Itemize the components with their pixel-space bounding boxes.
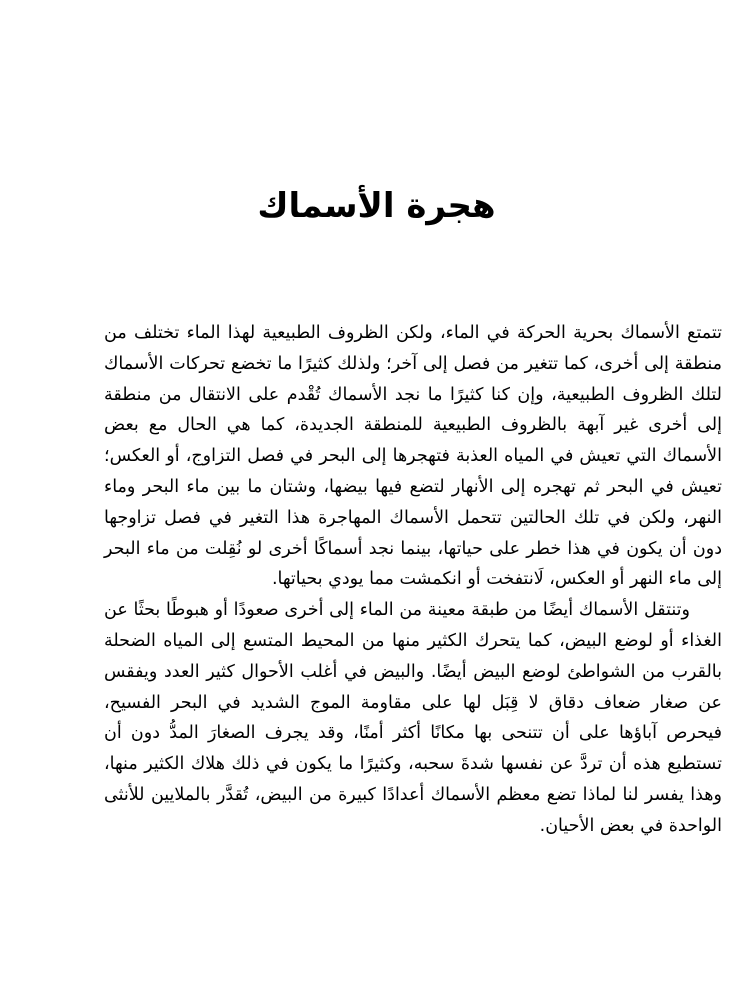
page-title: هجرة الأسماك <box>257 186 496 226</box>
paragraph-2: وتنتقل الأسماك أيضًا من طبقة معينة من الماء إلى أخرى صعودًا أو هبوطًا بحثًا عن الغذاء أو لوضع البيض، كما يتحرك الكثير منها من المحيط المتسع إلى المياه الضحلة بالقرب من الشواطئ لوضع البيض أيضًا. والبيض في أغلب الأحوال كثير العدد ويفقس عن صغار ضعاف دقاق لا قِبَل لها على مقاومة الموج الشديد في البحر الفسيح، فيحرص آباؤها على أن تتنحى بها مكانًا أكثر أمنًا، وقد يجرف الصغارَ المدُّ دون أن تستطيع هذه أن تردَّ عن نفسها شدةَ سحبه، وكثيرًا ما يكون في ذلك هلاك الكثير منها، وهذا يفسر لنا لماذا تضع معظم الأسماك أعدادًا كبيرة من البيض، تُقدَّر بالملايين للأنثى الواحدة في بعض الأحيان. <box>104 600 722 836</box>
paragraph-1: تتمتع الأسماك بحرية الحركة في الماء، ولكن الظروف الطبيعية لهذا الماء تختلف من منطقة إلى أخرى، كما تتغير من فصل إلى آخر؛ ولذلك كثيرًا ما تخضع تحركات الأسماك لتلك الظروف الطبيعية، وإن كنا كثيرًا ما نجد الأسماك تُقْدم على الانتقال من منطقة إلى أخرى غير آبهة بالظروف الطبيعية للمنطقة الجديدة، كما هي الحال مع بعض الأسماك التي تعيش في المياه العذبة فتهجرها إلى البحر في فصل التزاوج، أو العكس؛ تعيش في البحر ثم تهجره إلى الأنهار لتضع فيها بيضها، وشتان ما بين ماء البحر وماء النهر، ولكن في تلك الحالتين تتحمل الأسماك المهاجرة هذا التغير في فصل تزاوجها دون أن يكون في هذا خطر على حياتها، بينما نجد أسماكًا أخرى لو نُقِلت من ماء البحر إلى ماء النهر أو العكس، لَانتفخت أو انكمشت مما يودي بحياتها. <box>104 323 722 590</box>
article-body <box>104 318 722 842</box>
